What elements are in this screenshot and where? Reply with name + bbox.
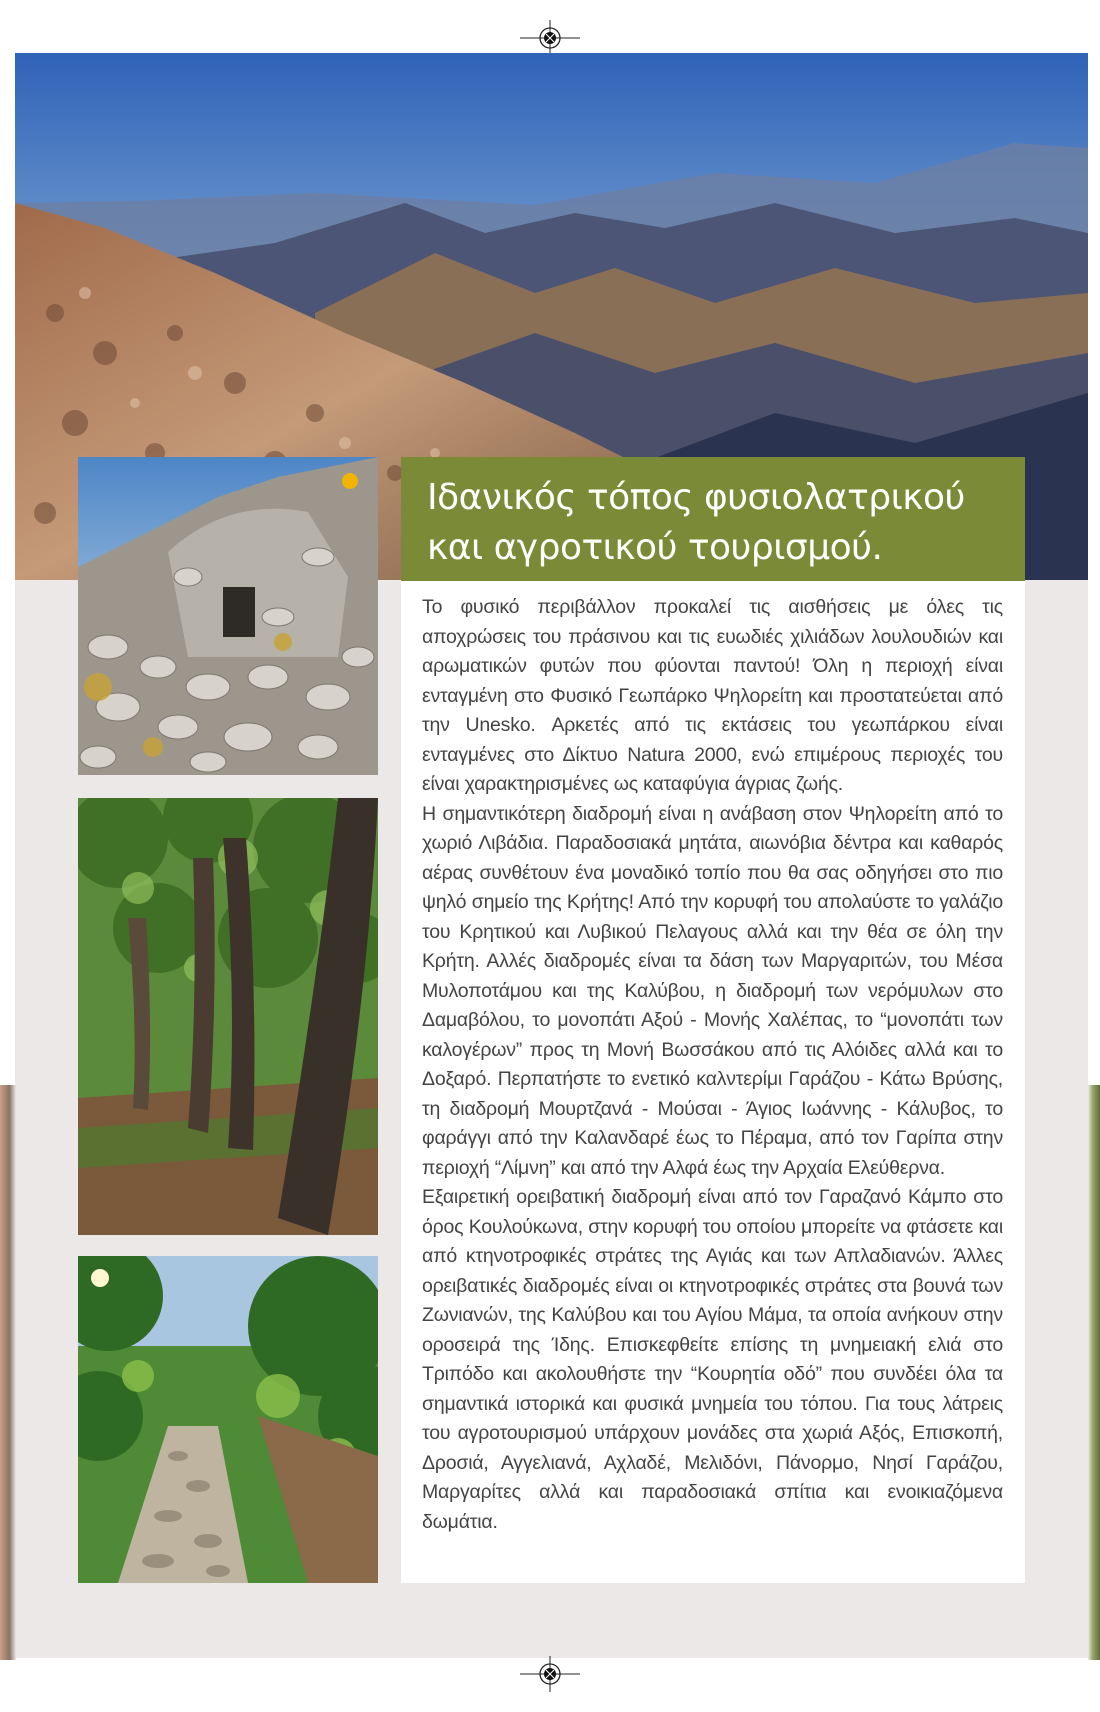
stone-hut-photo xyxy=(78,457,378,775)
adjacent-page-edge-left xyxy=(0,1085,16,1660)
article-title-line2: και αγροτικού τουρισμού. xyxy=(427,527,883,568)
article-title xyxy=(427,473,999,573)
article-title-box xyxy=(401,457,1025,581)
adjacent-page-edge-right xyxy=(1088,1085,1100,1660)
paragraph-2: Η σημαντικότερη διαδρομή είναι η ανάβαση στον Ψηλορείτη από το χωριό Λιβάδια. Παραδοσιακά μητάτα, αιωνόβια δέντρα και καθαρός αέρας συνθέτουν ένα μοναδικό τοπίο που θα σας οδηγήσει στο πιο ψηλό σημείο της Κρήτης! Από την κορυφή του απολαύστε το γαλάζιο του Κρητικού και Λυβικού Πελαγους αλλά και την θέα σε όλη την Κρήτη. Αλλές διαδρομές είναι τα δάση των Μαργαριτών, του Μέσα Μυλοποτάμου και της Καλύβου, η διαδρομή των νερόμυλων στο Δαμαβόλου, το μονοπάτι Αξού - Μονής Χαλέπας, το “μονοπάτι των καλογέρων” προς τη Μονή Βωσσάκου από τις Αλόιδες αλλά και το Δοξαρό. Περπατήστε το ενετικό καλντερίμι Γαράζου - Κάτω Βρύσης, τη διαδρομή Μουρτζανά - Μούσαι - Άγιος Ιωάννης - Κάλυβος, το φαράγγι από την Καλανδαρέ έως το Πέραμα, από τον Γαρίπα στην περιοχή “Λίμνη” και από την Αλφά έως την Αρχαία Ελεύθερνα. xyxy=(422,802,1003,1179)
article-title-line1: Ιδανικός τόπος φυσιολατρικού xyxy=(427,477,965,518)
forest-trees-photo xyxy=(78,798,378,1235)
paragraph-3: Εξαιρετική ορειβατική διαδρομή είναι από τον Γαραζανό Κάμπο στο όρος Κουλούκωνα, στην κορυφή του οποίου μπορείτε να φτάσετε και από κτηνοτροφικές στράτες της Αγιάς και των Απλαδιανών. Άλλες ορειβατικές διαδρομές είναι οι κτηνοτροφικές στράτες στα βουνά των Ζωνιανών, της Καλύβου και του Αγίου Μάμα, τα οποία ανήκουν στην οροσειρά της Ίδης. Επισκεφθείτε επίσης τη μνημειακή ελιά στο Τριπόδο και ακολουθήστε την “Κουρητία οδό” που συνδέει όλα τα σημαντικά ιστορικά και φυσικά μνημεία του τόπου. Για τους λάτρεις του αγροτουρισμού υπάρχουν μονάδες στα χωριά Αξός, Επισκοπή, Δροσιά, Αγγελιανά, Αχλαδέ, Μελιδόνι, Πάνορμο, Νησί Γαράζου, Μαργαρίτες αλλά και παραδοσιακά σπίτια και ενοικιαζόμενα δωμάτια. xyxy=(422,1186,1003,1533)
registration-mark-top xyxy=(520,20,580,56)
paragraph-1: Το φυσικό περιβάλλον προκαλεί τις αισθήσεις με όλες τις αποχρώσεις του πράσινου και τις ευωδιές χιλιάδων λουλουδιών και αρωματικών φυτών που φύονται παντού! Όλη η περιοχή είναι ενταγμένη στο Φυσικό Γεωπάρκο Ψηλορείτη και προστατεύεται από την Unesko. Αρκετές από τις εκτάσεις του γεωπάρκου είναι ενταγμένες στο Δίκτυο Natura 2000, ενώ επιμέρους περιοχές του είναι χαρακτηρισμένες ως καταφύγια άγριας ζωής. xyxy=(422,596,1003,795)
stone-path-photo xyxy=(78,1256,378,1583)
article-body xyxy=(401,581,1025,1583)
registration-mark-bottom xyxy=(520,1656,580,1692)
